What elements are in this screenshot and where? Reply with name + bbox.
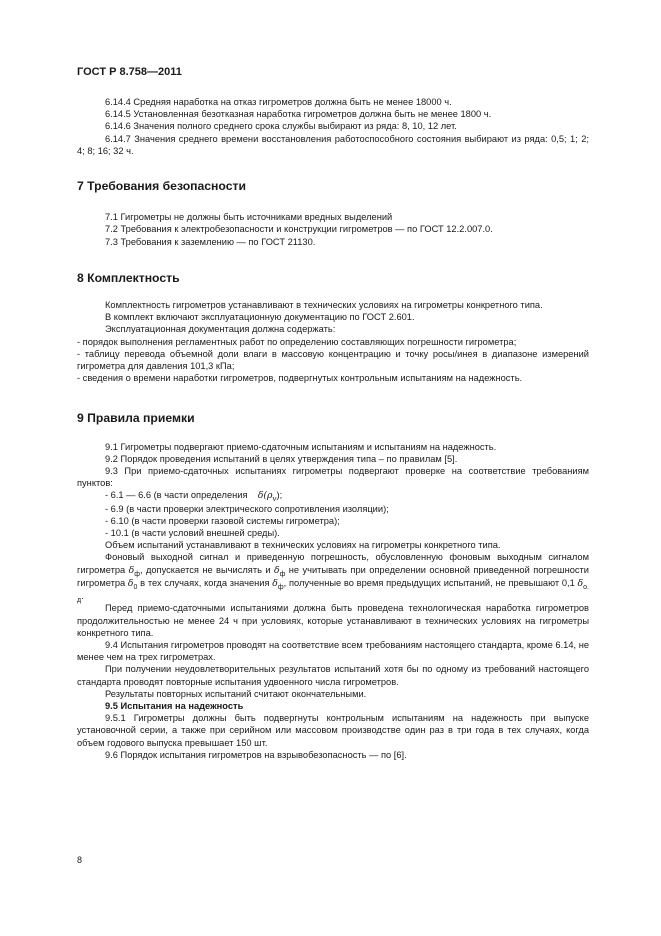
clause-6-14-7: 6.14.7 Значения среднего времени восстановления работоспособного состояния выбирают из ряда: 0,5; 1; 2; 4; 8; 16; 32 ч. xyxy=(77,133,589,156)
section-8-para: Комплектность гигрометров устанавливают в технических условиях на гигрометры конкретного типа. xyxy=(105,300,543,311)
page-content xyxy=(77,96,589,761)
clause-9-6: 9.6 Порядок испытания гигрометров на взрывобезопасность — по [6]. xyxy=(105,749,407,760)
clause-7-1: 7.1 Гигрометры не должны быть источниками вредных выделений xyxy=(105,212,393,223)
section-9-para: При получении неудовлетворительных результатов испытаний хотя бы по одному из требований настоящего стандарта проводят повторные испытания удвоенного числа гигрометров. xyxy=(77,664,589,687)
section-8-list-item: - таблицу перевода объемной доли влаги в массовую концентрацию и точку росы/инея в диапазоне измерений гигрометра для давления 101,3 кПа; xyxy=(77,348,589,372)
clause-6-14-4: 6.14.4 Средняя наработка на отказ гигрометров должна быть не менее 18000 ч. xyxy=(105,97,452,107)
clause-9-3-item: - 10.1 (в части условий внешней среды). xyxy=(105,528,280,539)
section-8-para: В комплект включают эксплуатационную документацию по ГОСТ 2.601. xyxy=(105,312,415,323)
clause-7-3: 7.3 Требования к заземлению — по ГОСТ 21130. xyxy=(105,236,316,247)
clause-9-3-item: - 6.10 (в части проверки газовой системы гигрометра); xyxy=(105,515,340,526)
section-8-list-item: - порядок выполнения регламентных работ по определению составляющих погрешности гигрометра; xyxy=(77,336,517,347)
section-9-para: Объем испытаний устанавливают в технических условиях на гигрометры конкретного типа. xyxy=(105,540,501,551)
clause-6-14-6: 6.14.6 Значения полного среднего срока службы выбирают из ряда: 8, 10, 12 лет. xyxy=(105,121,457,132)
section-9-para-background-signal: Фоновый выходной сигнал и приведенную погрешность, обусловленную фоновым выходным сигналом гигрометра $\delta_ф$, допускается не вычислять и $\delta_ф$ не учитывать при определении основной приведенной погрешности гигрометра $\delta_0$ в тех случаях, когда значения $\delta_ф$, полученные во время предыдущих испытаний, не превышают 0,1 $\delta_{о. д}$. xyxy=(77,552,589,604)
section-9-para: Перед приемо-сдаточными испытаниями должна быть проведена технологическая наработка гигрометров продолжительностью не менее 24 ч при условиях, которые устанавливают в технических условиях на гигрометры конкретного типа. xyxy=(77,603,589,638)
clause-9-2: 9.2 Порядок проведения испытаний в целях утверждения типа – по правилам [5]. xyxy=(105,453,458,464)
delta-rho-symbol: δ(ρ xyxy=(257,490,273,502)
clause-7-2: 7.2 Требования к электробезопасности и конструкции гигрометров — по ГОСТ 12.2.007.0. xyxy=(105,224,493,235)
subsection-9-5-heading: 9.5 Испытания на надежность xyxy=(105,700,244,711)
section-7-heading: 7 Требования безопасности xyxy=(77,179,246,194)
clause-9-3-item: - 6.9 (в части проверки электрического сопротивления изоляции); xyxy=(105,503,389,514)
clause-9-5-1: 9.5.1 Гигрометры должны быть подвергнуты контрольным испытаниям на надежность при выпуске установочной серии, а также при серийном или массовом производстве один раз в три года в тех случаях, когда объем годового выпуска превышает 150 шт. xyxy=(77,713,589,748)
clause-6-14-5: 6.14.5 Установленная безотказная наработка гигрометров должна быть не менее 1800 ч. xyxy=(105,109,492,120)
section-8-para: Эксплуатационная документация должна содержать: xyxy=(105,324,336,335)
clause-9-4: 9.4 Испытания гигрометров проводят на соответствие всем требованиям настоящего стандарта, кроме 6.14, не менее чем на трех гигрометрах. xyxy=(77,639,589,663)
section-9-para: Результаты повторных испытаний считают окончательными. xyxy=(105,688,367,699)
clause-9-3: 9.3 При приемо-сдаточных испытаниях гигрометры подвергают проверке на соответствие требованиям пунктов: xyxy=(77,466,589,489)
section-9-heading: 9 Правила приемки xyxy=(77,411,195,426)
section-8-list-item: - сведения о времени наработки гигрометров, подвергнутых контрольным испытаниям на надежность. xyxy=(77,373,523,384)
page-number: 8 xyxy=(77,855,83,865)
section-8-heading: 8 Комплектность xyxy=(77,270,180,285)
page-header: ГОСТ Р 8.758—2011 xyxy=(77,66,182,78)
clause-9-1: 9.1 Гигрометры подвергают приемо-сдаточным испытаниям и испытаниям на надежность. xyxy=(105,441,497,452)
clause-9-3-item: - 6.1 — 6.6 (в части определения $\delta(\rho_v)$; xyxy=(105,490,283,504)
